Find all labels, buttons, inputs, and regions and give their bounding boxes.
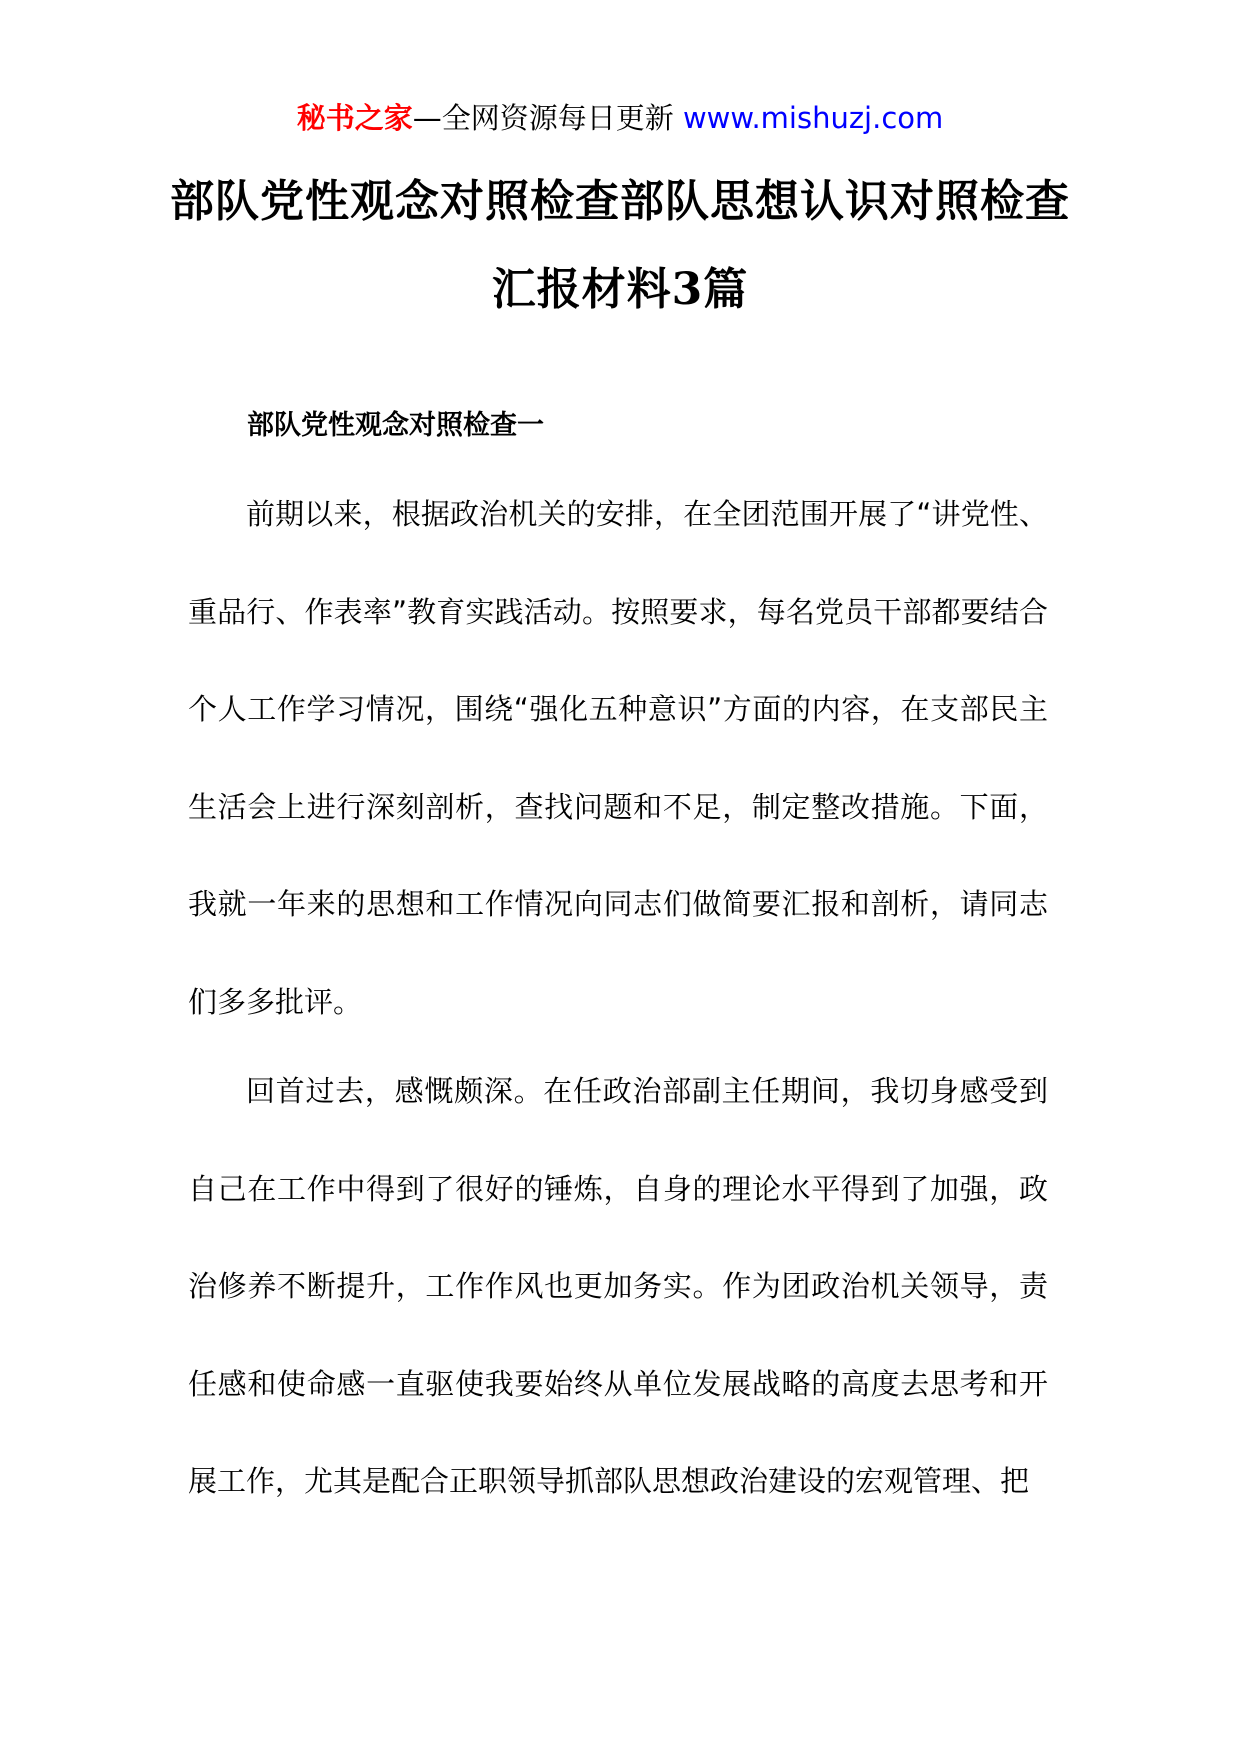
body-paragraph: 前期以来，根据政治机关的安排，在全团范围开展了“讲党性、重品行、作表率”教育实践活动。按照要求，每名党员干部都要结合个人工作学习情况，围绕“强化五种意识”方面的内容，在支部民主生活会上进行深刻剖析，查找问题和不足，制定整改措施。下面，我就一年来的思想和工作情况向同志们做简要汇报和剖析，请同志们多多批评。 [188, 497, 1048, 1019]
site-url-link[interactable]: www.mishuzj.com [682, 101, 944, 135]
site-header [0, 98, 1240, 138]
brand-name: 秘书之家 [296, 101, 413, 135]
section-heading: 部队党性观念对照检查一 [247, 410, 544, 441]
document-title: 部队党性观念对照检查部队思想认识对照检查汇报材料3篇 [170, 176, 1070, 315]
body-paragraph: 回首过去，感慨颇深。在任政治部副主任期间，我切身感受到自己在工作中得到了很好的锤炼，自身的理论水平得到了加强，政治修养不断提升，工作作风也更加务实。作为团政治机关领导，责任感和使命感一直驱使我要始终从单位发展战略的高度去思考和开展工作，尤其是配合正职领导抓部队思想政治建设的宏观管理、把 [188, 1074, 1048, 1498]
header-tagline: —全网资源每日更新 [412, 101, 674, 135]
